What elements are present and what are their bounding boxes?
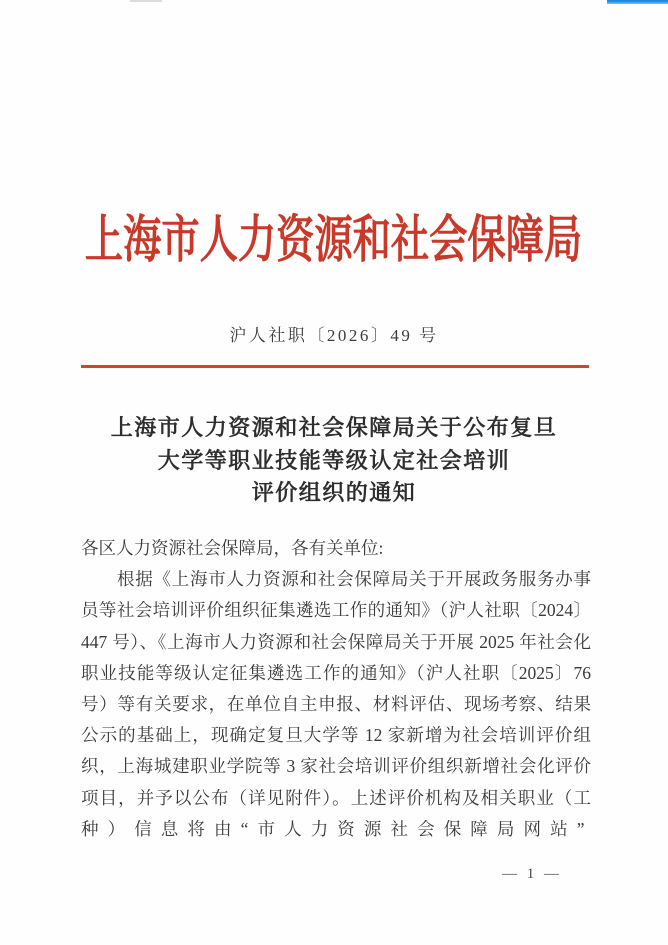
title-line-2: 大学等职业技能等级认定社会培训 [157, 447, 511, 473]
document-body [81, 533, 591, 845]
body-line-1: 根据《上海市人力资源和社会保障局关于开展政务服务办事 [117, 569, 591, 590]
issuing-authority-name: 上海市人力资源和社会保障局 [85, 213, 583, 269]
letterhead [0, 212, 668, 270]
scan-artifact-blue-strip [607, 0, 668, 4]
body-line-4: 职业技能等级认定征集遴选工作的通知》（沪人社职〔2025〕76 [81, 662, 591, 683]
document-title [0, 412, 668, 510]
scan-artifact-gray-mark [130, 0, 162, 2]
body-line-5: 号）等有关要求，在单位自主申报、材料评估、现场考察、结果 [81, 693, 591, 714]
document-reference-number: 沪人社职〔2026〕49 号 [229, 326, 439, 345]
body-line-8: 项目，并予以公布（详见附件）。上述评价机构及相关职业（工 [81, 787, 591, 808]
title-line-3: 评价组织的通知 [251, 480, 417, 505]
body-line-7: 织，上海城建职业学院等 3 家社会培训评价组织新增社会化评价 [81, 756, 591, 777]
body-line-2: 员等社会培训评价组织征集遴选工作的通知》（沪人社职〔2024〕 [81, 600, 591, 621]
red-divider-line [81, 365, 589, 368]
body-line-9: 种）信息将由“市人力资源社会保障局网站” [81, 818, 591, 839]
page-number: — 1 — [502, 866, 562, 882]
body-line-6: 公示的基础上，现确定复旦大学等 12 家新增为社会培训评价组 [81, 725, 591, 746]
body-line-3: 447 号）、《上海市人力资源和社会保障局关于开展 2025 年社会化 [81, 631, 591, 652]
title-line-1: 上海市人力资源和社会保障局关于公布复旦 [110, 415, 558, 440]
salutation-line: 各区人力资源社会保障局，各有关单位: [81, 538, 384, 558]
